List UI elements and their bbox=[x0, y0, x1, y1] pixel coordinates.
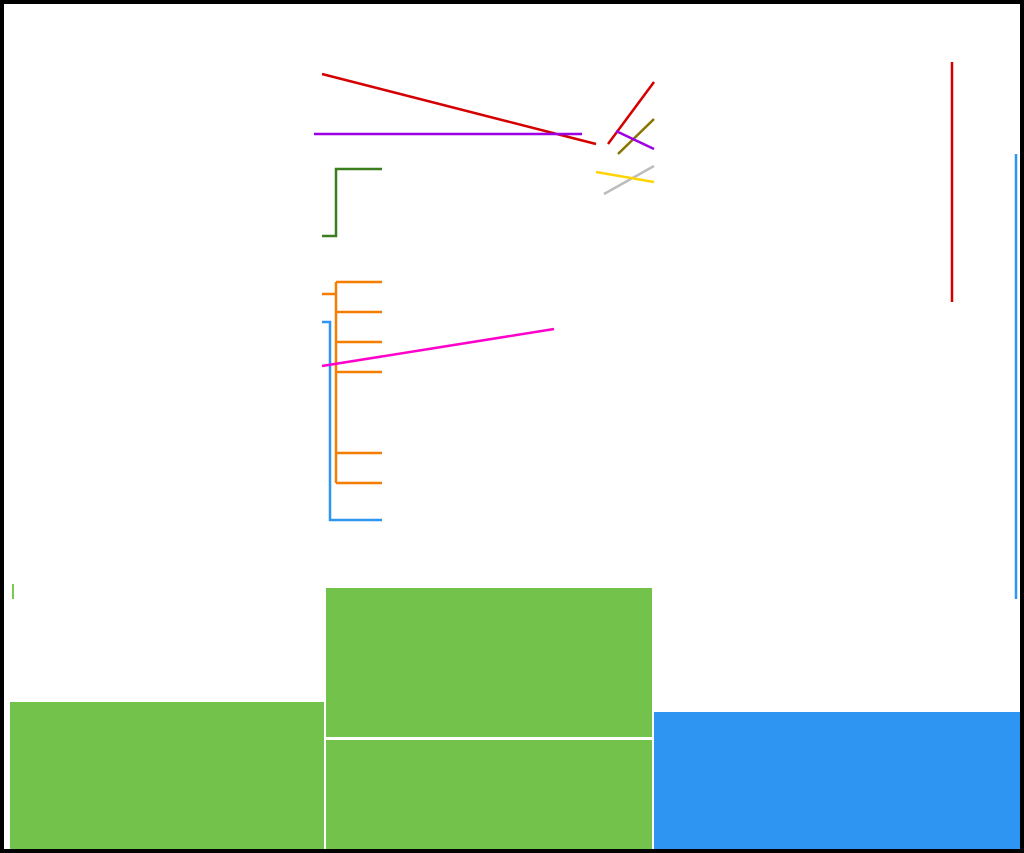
continual-explanation-panel bbox=[326, 588, 652, 737]
prophetic-timeline-panel bbox=[10, 702, 324, 850]
day-count-calc-panel bbox=[326, 740, 652, 852]
daniel-heading bbox=[12, 584, 14, 599]
final-count-calc-panel bbox=[654, 712, 1022, 852]
